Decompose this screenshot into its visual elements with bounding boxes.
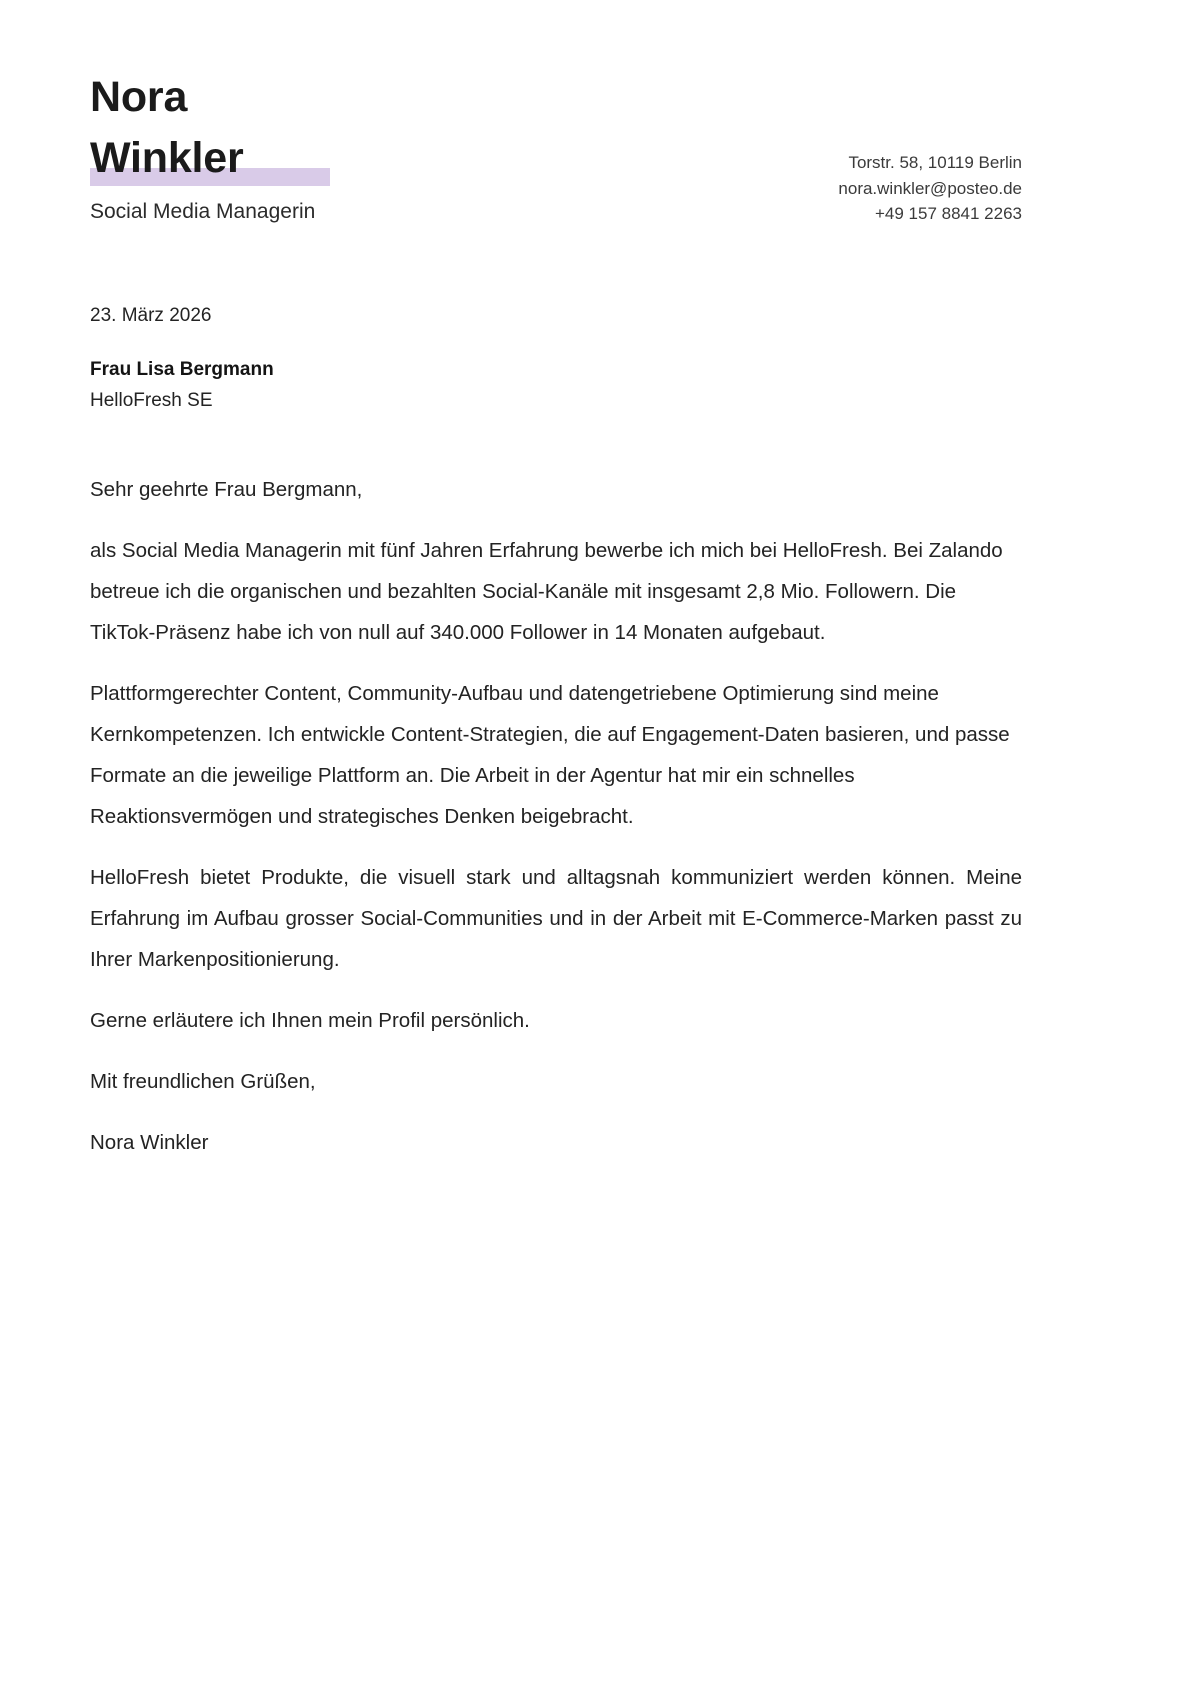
contact-block: [838, 66, 1022, 227]
letter-body: [90, 469, 1022, 1163]
body-paragraph-4: Gerne erläutere ich Ihnen mein Profil persönlich.: [90, 1008, 530, 1032]
body-paragraph-3: HelloFresh bietet Produkte, die visuell stark und alltagsnah kommuniziert werden können. Meine Erfahrung im Aufbau grosser Social-Communities und in der Arbeit mit E-Commerce-Marken passt zu Ihrer Markenpositionierung.: [90, 865, 1022, 971]
salutation: Sehr geehrte Frau Bergmann,: [90, 477, 363, 501]
last-name-line: [90, 127, 315, 189]
letter-header: [90, 0, 1022, 227]
letter-meta: [90, 303, 1022, 415]
first-name: Nora: [90, 73, 188, 121]
closing-line: Mit freundlichen Grüßen,: [90, 1069, 316, 1093]
contact-phone[interactable]: +49 157 8841 2263: [874, 204, 1022, 223]
contact-email[interactable]: nora.winkler@posteo.de: [838, 178, 1022, 198]
recipient-company: HelloFresh SE: [90, 389, 213, 411]
identity-block: [90, 66, 315, 226]
recipient-name: Frau Lisa Bergmann: [90, 358, 274, 380]
letter-date: 23. März 2026: [90, 304, 212, 326]
contact-address: Torstr. 58, 10119 Berlin: [848, 153, 1022, 172]
page-content: [90, 0, 1022, 1183]
first-name-line: [90, 66, 315, 128]
signature-name: Nora Winkler: [90, 1130, 209, 1154]
body-paragraph-1: als Social Media Managerin mit fünf Jahren Erfahrung bewerbe ich mich bei HelloFresh. Bei Zalando betreue ich die organischen und bezahlten Social-Kanäle mit insgesamt 2,8 Mio. Followern. Die TikTok-Präsenz habe ich von null auf 340.000 Follower in 14 Monaten aufgebaut.: [90, 538, 1003, 644]
job-title: Social Media Managerin: [90, 200, 316, 223]
recipient-block: [90, 356, 1022, 415]
body-paragraph-2: Plattformgerechter Content, Community-Aufbau und datengetriebene Optimierung sind meine Kernkompetenzen. Ich entwickle Content-Strategien, die auf Engagement-Daten basieren, und passe Formate an die jeweilige Plattform an. Die Arbeit in der Agentur hat mir ein schnelles Reaktionsvermögen und strategisches Denken beigebracht.: [90, 681, 1010, 828]
last-name: Winkler: [90, 134, 244, 182]
